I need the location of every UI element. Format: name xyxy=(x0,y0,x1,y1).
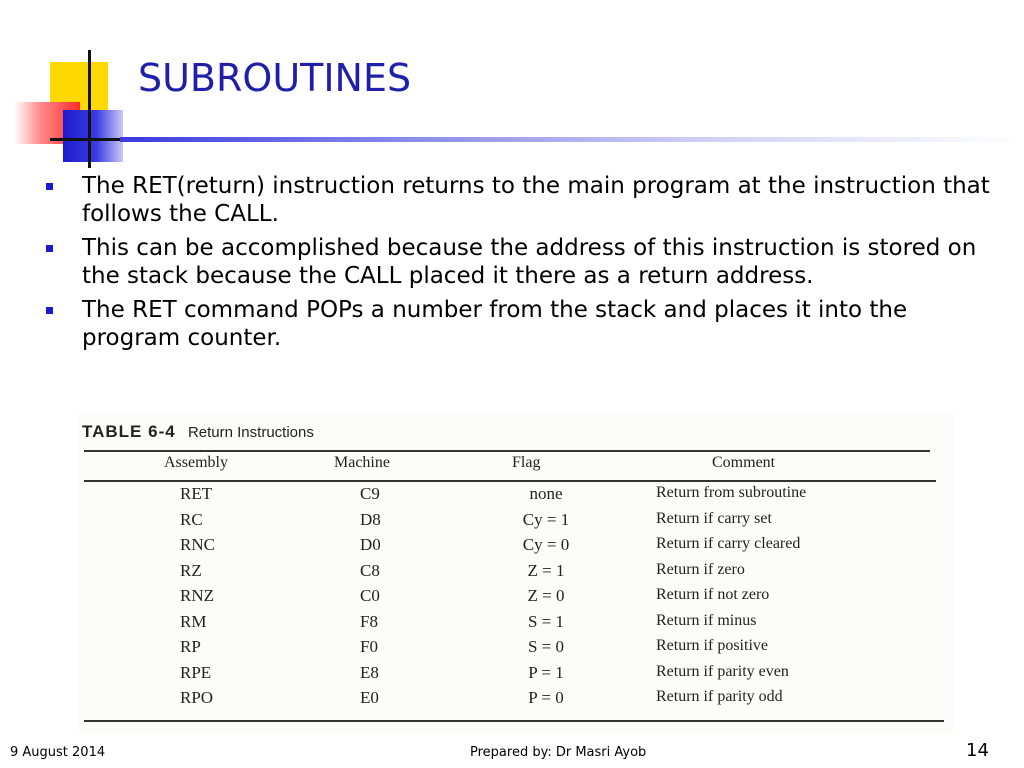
table-number: TABLE 6-4 xyxy=(82,422,176,441)
cell-machine: E0 xyxy=(360,688,379,707)
table-row xyxy=(78,510,954,536)
cell-flag: Z = 0 xyxy=(527,586,565,605)
cell-comment: Return if not zero xyxy=(656,586,770,603)
slide-logo-decoration xyxy=(0,0,150,175)
cell-flag: S = 0 xyxy=(527,637,565,656)
footer-author: Prepared by: Dr Masri Ayob xyxy=(470,745,647,760)
bullet-item xyxy=(44,234,994,290)
column-header-machine: Machine xyxy=(334,454,390,471)
title-underline xyxy=(120,137,1024,142)
cell-flag: P = 1 xyxy=(528,662,564,682)
cell-assembly: RC xyxy=(180,509,203,529)
column-header-assembly: Assembly xyxy=(164,454,228,471)
cell-comment: Return if carry cleared xyxy=(656,535,801,552)
cell-assembly: RM xyxy=(180,611,207,631)
return-instructions-table xyxy=(78,412,954,734)
cell-comment: Return from subroutine xyxy=(656,484,807,501)
cell-flag: Cy = 0 xyxy=(522,535,570,554)
footer-date: 9 August 2014 xyxy=(10,745,106,760)
table-row xyxy=(78,688,954,714)
cell-comment: Return if parity even xyxy=(656,662,789,680)
cell-machine: C8 xyxy=(360,560,380,580)
table-row xyxy=(78,561,954,587)
bullet-text: This can be accomplished because the address of this instruction is stored on the stack because the CALL placed it there as a return address. xyxy=(82,235,977,289)
cell-machine: C9 xyxy=(360,484,380,503)
cell-machine: F8 xyxy=(360,611,378,631)
table-row xyxy=(78,637,954,663)
slide-title: SUBROUTINES xyxy=(138,56,412,100)
cell-comment: Return if minus xyxy=(656,611,757,629)
table-body xyxy=(78,484,954,714)
cell-flag: S = 1 xyxy=(527,611,565,631)
cell-machine: F0 xyxy=(360,637,378,656)
cell-comment: Return if parity odd xyxy=(656,688,783,705)
column-header-flag: Flag xyxy=(512,454,541,471)
bullet-text: The RET command POPs a number from the stack and places it into the program counter. xyxy=(82,297,908,351)
cell-assembly: RP xyxy=(180,637,201,656)
cell-assembly: RNZ xyxy=(180,586,214,605)
cell-machine: D0 xyxy=(360,535,381,554)
bullet-item xyxy=(44,296,994,352)
column-header-comment: Comment xyxy=(712,454,776,471)
table-row xyxy=(78,663,954,689)
cell-machine: E8 xyxy=(360,662,379,682)
page-number: 14 xyxy=(966,740,989,761)
cell-comment: Return if zero xyxy=(656,560,745,578)
table-bottom-rule xyxy=(84,720,944,722)
table-top-rule xyxy=(84,450,930,452)
bullet-square-icon xyxy=(46,307,53,314)
cell-flag: none xyxy=(529,484,563,503)
bullet-square-icon xyxy=(46,183,53,190)
bullet-list xyxy=(44,172,994,358)
cell-flag: P = 0 xyxy=(528,688,564,707)
cell-machine: C0 xyxy=(360,586,380,605)
table-row xyxy=(78,535,954,561)
cell-assembly: RNC xyxy=(180,535,215,554)
bullet-text: The RET(return) instruction returns to the main program at the instruction that follows the CALL. xyxy=(82,173,990,227)
cell-assembly: RPO xyxy=(180,688,214,707)
table-caption: Return Instructions xyxy=(187,424,314,441)
cell-assembly: RPE xyxy=(180,662,212,682)
table-header-rule xyxy=(84,480,936,482)
cell-assembly: RET xyxy=(180,484,213,503)
cell-comment: Return if positive xyxy=(656,637,768,654)
logo-horizontal-line xyxy=(50,138,130,141)
table-row xyxy=(78,586,954,612)
cell-assembly: RZ xyxy=(180,560,202,580)
table-row xyxy=(78,612,954,638)
table-title xyxy=(82,422,314,442)
cell-flag: Cy = 1 xyxy=(522,509,570,529)
table-row xyxy=(78,484,954,510)
logo-blue-square xyxy=(63,110,123,162)
cell-comment: Return if carry set xyxy=(656,509,772,527)
cell-machine: D8 xyxy=(360,509,381,529)
bullet-square-icon xyxy=(46,245,53,252)
cell-flag: Z = 1 xyxy=(527,560,565,580)
bullet-item xyxy=(44,172,994,228)
logo-vertical-line xyxy=(88,50,91,168)
